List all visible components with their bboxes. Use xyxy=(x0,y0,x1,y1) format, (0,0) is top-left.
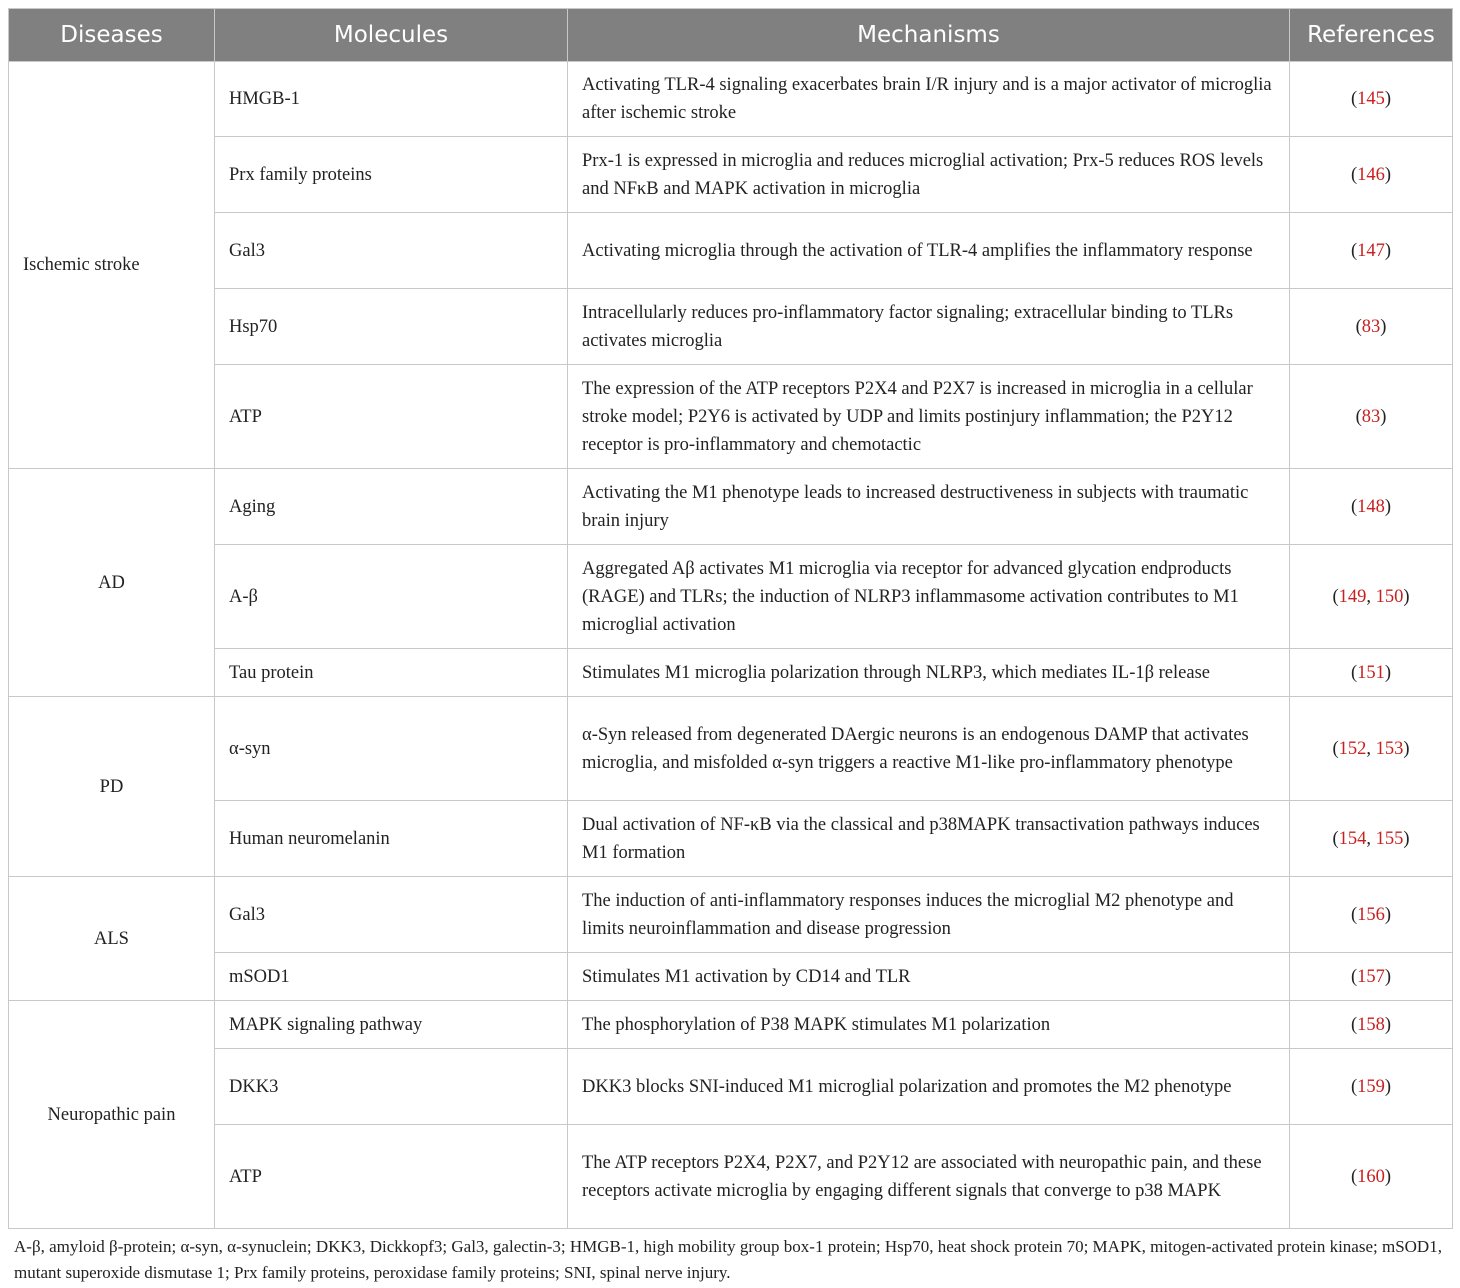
molecule-cell: α-syn xyxy=(215,697,568,801)
reference-cell: (145) xyxy=(1290,62,1453,137)
table-row xyxy=(9,213,1453,289)
mechanism-cell: Aggregated Aβ activates M1 microglia via receptor for advanced glycation endproducts (RAGE) and TLRs; the induction of NLRP3 inflammasome activation contributes to M1 microglial activation xyxy=(568,545,1290,649)
mechanism-cell: Activating the M1 phenotype leads to increased destructiveness in subjects with traumatic brain injury xyxy=(568,469,1290,545)
table-row xyxy=(9,469,1453,545)
disease-cell: PD xyxy=(9,697,215,877)
disease-cell: Ischemic stroke xyxy=(9,62,215,469)
reference-link[interactable]: 158 xyxy=(1357,1014,1385,1035)
reference-cell: (160) xyxy=(1290,1125,1453,1229)
reference-link[interactable]: 83 xyxy=(1361,316,1381,337)
reference-link[interactable]: 153 xyxy=(1375,738,1404,759)
molecule-cell: Aging xyxy=(215,469,568,545)
reference-cell: (151) xyxy=(1290,649,1453,697)
reference-cell: (159) xyxy=(1290,1049,1453,1125)
table-row xyxy=(9,365,1453,469)
mechanism-cell: The induction of anti-inflammatory responses induces the microglial M2 phenotype and limits neuroinflammation and disease progression xyxy=(568,877,1290,953)
reference-link[interactable]: 147 xyxy=(1357,240,1385,261)
table-row xyxy=(9,1049,1453,1125)
reference-cell: (156) xyxy=(1290,877,1453,953)
molecule-cell: HMGB-1 xyxy=(215,62,568,137)
molecule-cell: mSOD1 xyxy=(215,953,568,1001)
table-row xyxy=(9,953,1453,1001)
table-row xyxy=(9,1001,1453,1049)
reference-link[interactable]: 145 xyxy=(1357,89,1385,109)
molecule-cell: Gal3 xyxy=(215,877,568,953)
header-mechanisms: Mechanisms xyxy=(568,9,1290,62)
table-row xyxy=(9,649,1453,697)
reference-cell: (148) xyxy=(1290,469,1453,545)
molecule-cell: DKK3 xyxy=(215,1049,568,1125)
molecule-cell: ATP xyxy=(215,365,568,469)
reference-link[interactable]: 148 xyxy=(1357,496,1385,517)
table-row xyxy=(9,801,1453,877)
reference-cell: (154, 155) xyxy=(1290,801,1453,877)
table-footnote: A-β, amyloid β-protein; α-syn, α-synuclein; DKK3, Dickkopf3; Gal3, galectin-3; HMGB-1, high mobility group box-1 protein; Hsp70, heat shock protein 70; MAPK, mitogen-activated protein kinase; mSOD1, mutant superoxide dismutase 1; Prx family proteins, peroxidase family proteins; SNI, spinal nerve injury. xyxy=(14,1237,1442,1282)
mechanism-cell: The ATP receptors P2X4, P2X7, and P2Y12 are associated with neuropathic pain, and these receptors activate microglia by engaging different signals that converge to p38 MAPK xyxy=(568,1125,1290,1229)
table-row xyxy=(9,877,1453,953)
reference-link[interactable]: 150 xyxy=(1375,586,1404,607)
mechanism-cell: Stimulates M1 microglia polarization through NLRP3, which mediates IL-1β release xyxy=(568,649,1290,697)
reference-cell: (83) xyxy=(1290,365,1453,469)
molecule-cell: Tau protein xyxy=(215,649,568,697)
mechanism-cell: Intracellularly reduces pro-inflammatory factor signaling; extracellular binding to TLRs activates microglia xyxy=(568,289,1290,365)
header-row xyxy=(9,9,1453,62)
reference-cell: (147) xyxy=(1290,213,1453,289)
mechanism-cell: Stimulates M1 activation by CD14 and TLR xyxy=(568,953,1290,1001)
mechanism-cell: Dual activation of NF-κB via the classical and p38MAPK transactivation pathways induces M1 formation xyxy=(568,801,1290,877)
reference-link[interactable]: 83 xyxy=(1361,406,1381,427)
reference-link[interactable]: 149 xyxy=(1338,586,1367,607)
table-row xyxy=(9,137,1453,213)
mechanism-cell: The expression of the ATP receptors P2X4 and P2X7 is increased in microglia in a cellular stroke model; P2Y6 is activated by UDP and limits postinjury inflammation; the P2Y12 receptor is pro-inflammatory and chemotactic xyxy=(568,365,1290,469)
mechanism-cell: Activating microglia through the activation of TLR-4 amplifies the inflammatory response xyxy=(568,213,1290,289)
header-molecules: Molecules xyxy=(215,9,568,62)
table-row xyxy=(9,697,1453,801)
table-row xyxy=(9,545,1453,649)
molecule-cell: A-β xyxy=(215,545,568,649)
molecule-cell: Human neuromelanin xyxy=(215,801,568,877)
reference-cell: (158) xyxy=(1290,1001,1453,1049)
reference-link[interactable]: 146 xyxy=(1357,164,1385,185)
reference-link[interactable]: 151 xyxy=(1357,662,1385,683)
microglia-table xyxy=(8,8,1453,1229)
mechanism-cell: Activating TLR-4 signaling exacerbates brain I/R injury and is a major activator of microglia after ischemic stroke xyxy=(568,62,1290,137)
reference-cell: (83) xyxy=(1290,289,1453,365)
mechanism-cell: Prx-1 is expressed in microglia and reduces microglial activation; Prx-5 reduces ROS levels and NFκB and MAPK activation in microglia xyxy=(568,137,1290,213)
reference-link[interactable]: 157 xyxy=(1357,966,1385,987)
mechanism-cell: α-Syn released from degenerated DAergic neurons is an endogenous DAMP that activates microglia, and misfolded α-syn triggers a reactive M1-like pro-inflammatory phenotype xyxy=(568,697,1290,801)
disease-cell: AD xyxy=(9,469,215,697)
mechanism-cell: DKK3 blocks SNI-induced M1 microglial polarization and promotes the M2 phenotype xyxy=(568,1049,1290,1125)
reference-link[interactable]: 152 xyxy=(1338,738,1367,759)
reference-link[interactable]: 154 xyxy=(1338,828,1367,849)
reference-link[interactable]: 155 xyxy=(1375,828,1404,849)
disease-cell: Neuropathic pain xyxy=(9,1001,215,1229)
header-diseases: Diseases xyxy=(9,9,215,62)
molecule-cell: Hsp70 xyxy=(215,289,568,365)
reference-cell: (157) xyxy=(1290,953,1453,1001)
reference-link[interactable]: 160 xyxy=(1357,1166,1385,1187)
mechanism-cell: The phosphorylation of P38 MAPK stimulates M1 polarization xyxy=(568,1001,1290,1049)
table-row xyxy=(9,62,1453,137)
reference-link[interactable]: 156 xyxy=(1357,904,1385,925)
table-row xyxy=(9,1125,1453,1229)
disease-cell: ALS xyxy=(9,877,215,1001)
molecule-cell: Gal3 xyxy=(215,213,568,289)
reference-cell: (149, 150) xyxy=(1290,545,1453,649)
molecule-cell: ATP xyxy=(215,1125,568,1229)
reference-cell: (146) xyxy=(1290,137,1453,213)
header-references: References xyxy=(1290,9,1453,62)
reference-cell: (152, 153) xyxy=(1290,697,1453,801)
reference-link[interactable]: 159 xyxy=(1357,1076,1385,1097)
table-row xyxy=(9,289,1453,365)
molecule-cell: Prx family proteins xyxy=(215,137,568,213)
molecule-cell: MAPK signaling pathway xyxy=(215,1001,568,1049)
